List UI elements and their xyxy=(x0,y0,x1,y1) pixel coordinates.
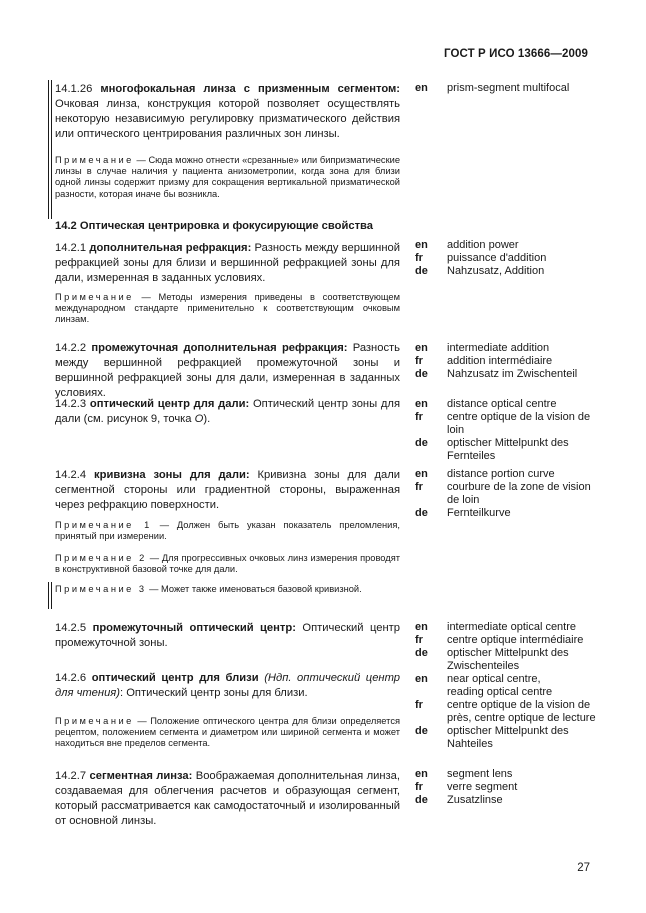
lang-term: centre optique de la vision de loin xyxy=(447,411,591,436)
term-definition: Оптический центр промежуточной зоны. xyxy=(55,622,401,649)
term-title: дополнительная рефракция: xyxy=(89,242,252,254)
lang-code: en xyxy=(415,342,428,354)
term-entry xyxy=(55,621,400,651)
note xyxy=(55,155,400,200)
section-heading: 14.2 Оптическая центрировка и фокусирующие свойства xyxy=(55,220,373,232)
lang-term: optischer Mittelpunkt des Fernteiles xyxy=(447,437,569,462)
note xyxy=(55,520,400,542)
note-label: Примечание xyxy=(55,716,134,726)
note-label: Примечание xyxy=(55,292,134,302)
term-title: кривизна зоны для дали: xyxy=(94,469,250,481)
note-text: — Может также именоваться базовой кривизной. xyxy=(149,584,362,594)
lang-group xyxy=(415,398,605,463)
term-deprecated-synonym: (Ндп. оптический центр для чтения) xyxy=(55,672,400,699)
lang-group xyxy=(415,768,605,807)
document-header: ГОСТ Р ИСО 13666—2009 xyxy=(443,48,588,60)
term-definition-end: ). xyxy=(203,413,211,425)
lang-code: en xyxy=(415,398,428,410)
note xyxy=(55,584,400,595)
lang-code: de xyxy=(415,647,428,659)
change-bar xyxy=(48,80,49,219)
term-number: 14.2.6 xyxy=(55,672,87,684)
lang-code: de xyxy=(415,507,428,519)
lang-term: courbure de la zone de vision de loin xyxy=(447,481,591,506)
note-label: Примечание xyxy=(55,155,134,165)
lang-term: Nahzusatz im Zwischenteil xyxy=(447,368,578,380)
lang-term: verre segment xyxy=(447,781,518,793)
lang-code: en xyxy=(415,768,428,780)
lang-term: addition power xyxy=(447,239,519,251)
lang-term: Fernteilkurve xyxy=(447,507,511,519)
term-number: 14.2.2 xyxy=(55,342,87,354)
lang-term: distance portion curve xyxy=(447,468,555,480)
lang-code: en xyxy=(415,239,428,251)
term-entry xyxy=(55,397,400,427)
change-bar xyxy=(51,80,52,219)
lang-term: distance optical centre xyxy=(447,398,557,410)
lang-term: Zusatzlinse xyxy=(447,794,503,806)
lang-code: en xyxy=(415,673,428,685)
term-title: многофокальная линза с призменным сегментом: xyxy=(100,83,401,95)
term-entry xyxy=(55,341,400,401)
term-definition: Оптический центр зоны для дали (см. рисунок 9, точка xyxy=(55,398,401,425)
lang-code: fr xyxy=(415,252,423,264)
page-number: 27 xyxy=(577,862,590,874)
lang-code: fr xyxy=(415,781,423,793)
term-entry xyxy=(55,468,400,513)
term-title: промежуточный оптический центр: xyxy=(92,622,296,634)
term-entry xyxy=(55,769,400,829)
term-entry xyxy=(55,671,400,701)
change-bar xyxy=(51,582,52,609)
note-label: Примечание 3 xyxy=(55,584,147,594)
term-entry xyxy=(55,241,400,286)
lang-code: fr xyxy=(415,634,423,646)
lang-term: puissance d'addition xyxy=(447,252,547,264)
note-text: — Должен быть указан показатель преломления, принятый при измерении. xyxy=(55,520,400,542)
lang-code: de xyxy=(415,437,428,449)
lang-code: de xyxy=(415,368,428,380)
lang-term: optischer Mittelpunkt des Zwischenteiles xyxy=(447,647,569,672)
term-number: 14.2.4 xyxy=(55,469,87,481)
lang-group xyxy=(415,342,605,381)
lang-term: addition intermédiaire xyxy=(447,355,553,367)
term-title: оптический центр для близи xyxy=(91,672,259,684)
lang-group xyxy=(415,468,605,520)
lang-code: en xyxy=(415,468,428,480)
note-text: — Положение оптического центра для близи определяется рецептом, положением сегмента и диаметром или шириной сегмента и может находиться вне пределов сегмента. xyxy=(55,716,401,749)
lang-code: en xyxy=(415,82,428,94)
lang-term: centre optique de la vision de près, centre optique de lecture xyxy=(447,699,596,724)
lang-group xyxy=(415,239,605,278)
term-definition: : Оптический центр зоны для близи. xyxy=(120,687,308,699)
term-number: 14.1.26 xyxy=(55,83,93,95)
lang-group xyxy=(415,621,605,673)
term-entry xyxy=(55,82,400,142)
term-definition: Воображаемая дополнительная линза, создаваемая для облегчения расчетов и образующая сегмент, который рассматривается как самодостаточный и изолированный от основной линзы. xyxy=(55,770,400,827)
lang-term: intermediate optical centre xyxy=(447,621,577,633)
note-label: Примечание 2 xyxy=(55,553,147,563)
lang-code: de xyxy=(415,794,428,806)
note-label: Примечание 1 xyxy=(55,520,152,530)
term-title: сегментная линза: xyxy=(89,770,193,782)
lang-term: near optical centre, reading optical centre xyxy=(447,673,553,698)
lang-term: centre optique intermédiaire xyxy=(447,634,584,646)
lang-code: de xyxy=(415,265,428,277)
lang-term: Nahzusatz, Addition xyxy=(447,265,545,277)
lang-code: fr xyxy=(415,355,423,367)
lang-term: prism-segment multifocal xyxy=(447,82,570,94)
lang-code: de xyxy=(415,725,428,737)
term-definition-italic: O xyxy=(194,413,204,425)
term-number: 14.2.5 xyxy=(55,622,87,634)
lang-group xyxy=(415,673,605,751)
lang-term: optischer Mittelpunkt des Nahteiles xyxy=(447,725,569,750)
note-text: — Сюда можно отнести «срезанные» или бипризматические линзы в случае наличия у пациента анизометропии, когда зона для близи одной линзы содержит призму для сокращения вертикальной призматической разности, которая иначе бы возникла. xyxy=(55,155,400,199)
note xyxy=(55,553,400,575)
note-text: — Для прогрессивных очковых линз измерения проводят в конструктивной базовой точке для дали. xyxy=(55,553,400,575)
note xyxy=(55,292,400,326)
term-title: оптический центр для дали: xyxy=(89,398,250,410)
term-definition: Разность между вершинной рефракцией промежуточной зоны и вершинной рефракцией зоны для дали, измеренная в заданных условиях. xyxy=(55,342,400,399)
note-text: — Методы измерения приведены в соответствующем международном стандарте применительно к соответствующим очковым линзам. xyxy=(55,292,400,325)
lang-term: segment lens xyxy=(447,768,513,780)
term-title: промежуточная дополнительная рефракция: xyxy=(91,342,348,354)
lang-code: fr xyxy=(415,481,423,493)
term-definition: Очковая линза, конструкция которой позволяет осуществлять некоторую независимую регулировку призматического действия или оптического центрирования различных зон линзы. xyxy=(55,98,400,140)
lang-code: en xyxy=(415,621,428,633)
lang-term: intermediate addition xyxy=(447,342,550,354)
term-definition: Разность между вершинной рефракцией зоны для близи и вершинной рефракцией зоны для дали, измеренная в заданных условиях. xyxy=(55,242,401,284)
term-number: 14.2.7 xyxy=(55,770,87,782)
lang-code: fr xyxy=(415,699,423,711)
lang-group xyxy=(415,82,605,95)
change-bar xyxy=(48,582,49,609)
lang-code: fr xyxy=(415,411,423,423)
term-definition: Кривизна зоны для дали сегментной стороны или градиентной стороны, выраженная через рефракцию поверхности. xyxy=(55,469,401,511)
note xyxy=(55,716,400,750)
term-number: 14.2.1 xyxy=(55,242,87,254)
term-number: 14.2.3 xyxy=(55,398,87,410)
